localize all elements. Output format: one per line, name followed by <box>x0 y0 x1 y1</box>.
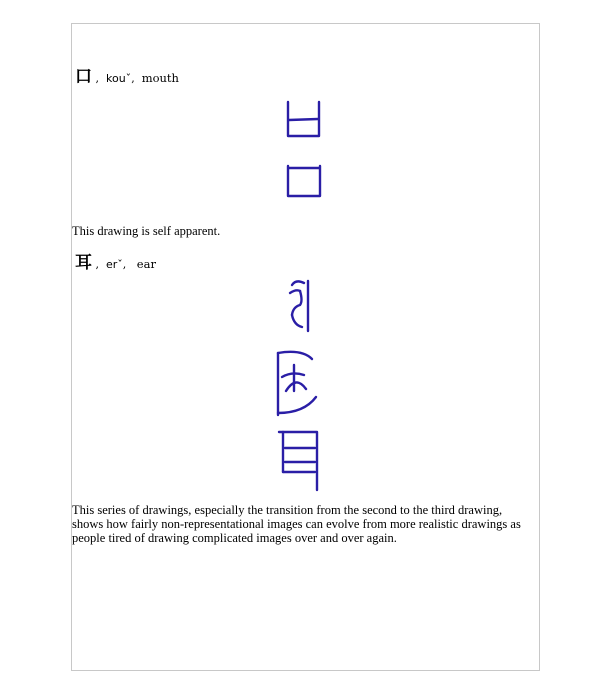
entry-heading-ear: 耳 , erˇ, ear <box>75 253 156 273</box>
ear-drawing-2 <box>272 347 322 417</box>
entry-heading-mouth: 口 , kouˇ, mouth <box>75 67 179 87</box>
mouth-drawing-lower <box>288 166 320 196</box>
mouth-drawing <box>282 96 326 200</box>
document-page <box>71 23 540 671</box>
pinyin-mouth: kouˇ <box>106 72 132 85</box>
ear-drawing-1 <box>280 277 324 337</box>
meaning-mouth: mouth <box>141 71 179 85</box>
character-ear: 耳 <box>75 253 92 273</box>
ear-drawing-3 <box>277 424 323 492</box>
pinyin-ear: erˇ <box>106 258 123 271</box>
character-mouth: 口 <box>75 67 92 87</box>
caption-ear: This series of drawings, especially the transition from the second to the third drawing, shows how fairly non-representational images can evolve from more realistic drawings as people tired of drawing complicated images over and over again. <box>72 503 521 545</box>
meaning-ear: ear <box>136 257 156 271</box>
caption-mouth: This drawing is self apparent. <box>72 224 221 238</box>
